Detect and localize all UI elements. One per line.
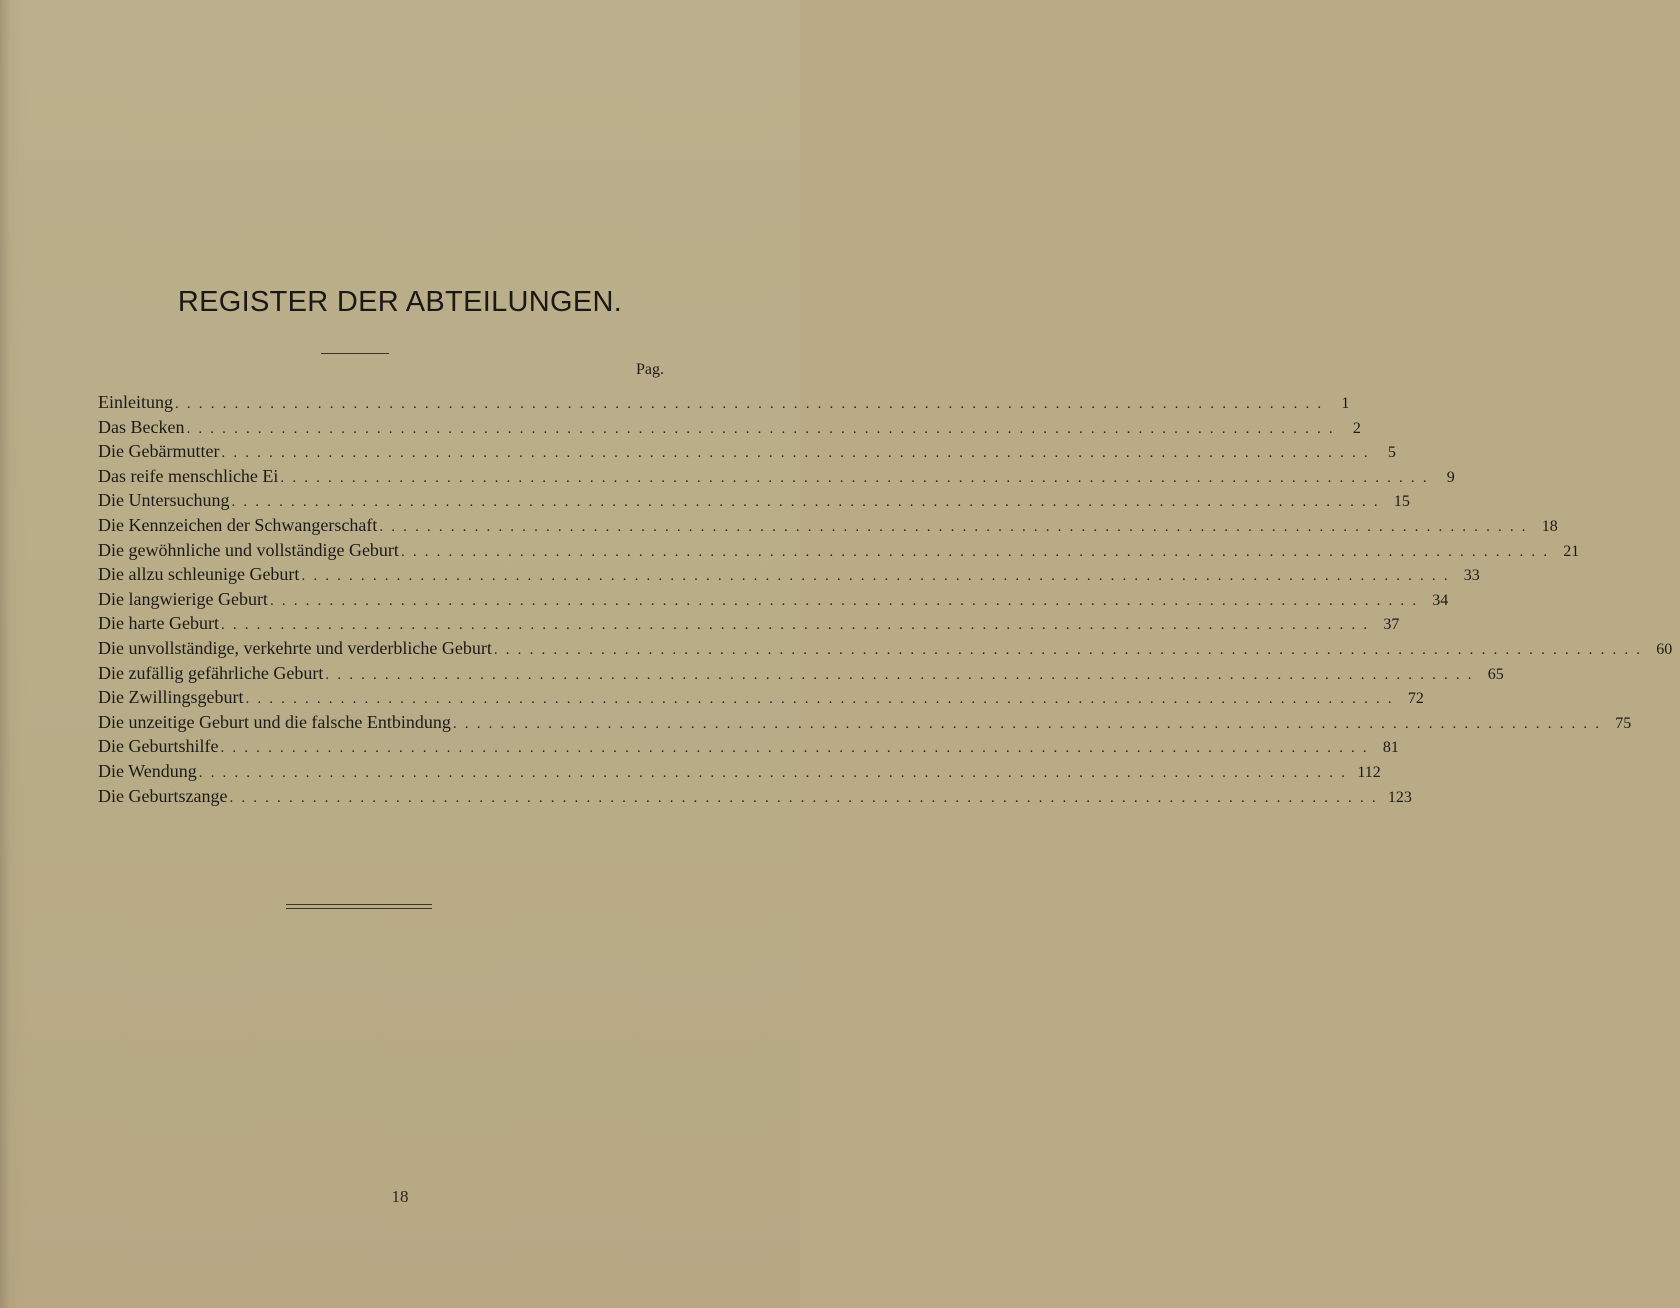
toc-entry-page: 5 xyxy=(1387,444,1396,462)
toc-entry-page: 123 xyxy=(1387,788,1412,806)
toc-entry-title: Die gewöhnliche und vollständige Geburt xyxy=(98,539,399,560)
toc-entry-title: Die Kennzeichen der Schwangerschaft xyxy=(98,514,378,535)
toc-entry-page: 72 xyxy=(1407,690,1424,708)
dot-leader: . . . . . . . . . . . . . . . . . . . . . . . . . . . . . . . . . . . . . . . . . . . . . . . . . . . . . . . . . . . . . . . . . . . . . . . . . . . . . . . . . . . . . . . . . . . . . . . . . xyxy=(493,641,1643,658)
toc-entry-title: Die zufällig gefährliche Geburt xyxy=(98,662,324,683)
dot-leader: . . . . . . . . . . . . . . . . . . . . . . . . . . . . . . . . . . . . . . . . . . . . . . . . . . . . . . . . . . . . . . . . . . . . . . . . . . . . . . . . . . . . . . . . . . . . . . . . . xyxy=(379,518,1528,535)
dot-leader: . . . . . . . . . . . . . . . . . . . . . . . . . . . . . . . . . . . . . . . . . . . . . . . . . . . . . . . . . . . . . . . . . . . . . . . . . . . . . . . . . . . . . . . . . . . . . . . . . xyxy=(220,740,1369,757)
toc-entry xyxy=(98,488,1410,513)
toc-entry-page: 33 xyxy=(1463,567,1480,585)
dot-leader: . . . . . . . . . . . . . . . . . . . . . . . . . . . . . . . . . . . . . . . . . . . . . . . . . . . . . . . . . . . . . . . . . . . . . . . . . . . . . . . . . . . . . . . . . . . . . . . . . xyxy=(452,715,1602,732)
toc-entry xyxy=(98,513,1558,538)
toc-entry-title: Die unzeitige Geburt und die falsche Entbindung xyxy=(98,711,451,732)
toc-entry-title: Die langwierige Geburt xyxy=(98,588,268,609)
page-column-label: Pag. xyxy=(636,361,664,378)
toc-entry-title: Die Wendung xyxy=(98,760,197,781)
toc-entry xyxy=(98,710,1632,735)
table-of-contents xyxy=(98,390,1673,808)
dot-leader: . . . . . . . . . . . . . . . . . . . . . . . . . . . . . . . . . . . . . . . . . . . . . . . . . . . . . . . . . . . . . . . . . . . . . . . . . . . . . . . . . . . . . . . . . . . . . . . . . xyxy=(229,789,1378,806)
toc-entry-page: 37 xyxy=(1383,616,1400,634)
toc-entry-title: Das Becken xyxy=(98,416,185,437)
toc-entry-page: 1 xyxy=(1341,395,1350,412)
toc-entry xyxy=(98,464,1455,489)
toc-entry xyxy=(98,538,1580,563)
dot-leader: . . . . . . . . . . . . . . . . . . . . . . . . . . . . . . . . . . . . . . . . . . . . . . . . . . . . . . . . . . . . . . . . . . . . . . . . . . . . . . . . . . . . . . . . . . . . . . . . . xyxy=(325,666,1474,683)
toc-entry xyxy=(98,390,1350,415)
dot-leader: . . . . . . . . . . . . . . . . . . . . . . . . . . . . . . . . . . . . . . . . . . . . . . . . . . . . . . . . . . . . . . . . . . . . . . . . . . . . . . . . . . . . . . . . . . . . . . . . . xyxy=(198,764,1348,781)
toc-entry xyxy=(98,759,1381,784)
title-divider xyxy=(321,353,389,354)
toc-entry xyxy=(98,439,1396,464)
toc-entry-page: 18 xyxy=(1541,517,1558,535)
page-number: 18 xyxy=(391,1187,409,1206)
toc-entry-page: 81 xyxy=(1382,739,1399,757)
toc-entry-title: Die Geburtszange xyxy=(98,785,228,806)
dot-leader: . . . . . . . . . . . . . . . . . . . . . . . . . . . . . . . . . . . . . . . . . . . . . . . . . . . . . . . . . . . . . . . . . . . . . . . . . . . . . . . . . . . . . . . . . . . . . . . . . xyxy=(269,592,1419,609)
dot-leader: . . . . . . . . . . . . . . . . . . . . . . . . . . . . . . . . . . . . . . . . . . . . . . . . . . . . . . . . . . . . . . . . . . . . . . . . . . . . . . . . . . . . . . . . . . . . . . . . . xyxy=(220,617,1370,634)
dot-leader: . . . . . . . . . . . . . . . . . . . . . . . . . . . . . . . . . . . . . . . . . . . . . . . . . . . . . . . . . . . . . . . . . . . . . . . . . . . . . . . . . . . . . . . . . . . . . . . . . xyxy=(221,445,1370,462)
toc-entry-page: 75 xyxy=(1615,714,1632,732)
toc-entry-title: Die allzu schleunige Geburt xyxy=(98,564,300,585)
end-divider xyxy=(286,904,432,909)
toc-entry-page: 34 xyxy=(1432,591,1449,609)
dot-leader: . . . . . . . . . . . . . . . . . . . . . . . . . . . . . . . . . . . . . . . . . . . . . . . . . . . . . . . . . . . . . . . . . . . . . . . . . . . . . . . . . . . . . . . . . . . . . . . . . xyxy=(186,420,1335,437)
toc-entry-title: Die Untersuchung xyxy=(98,490,230,511)
toc-entry-page: 21 xyxy=(1563,542,1580,560)
toc-entry xyxy=(98,661,1504,686)
dot-leader: . . . . . . . . . . . . . . . . . . . . . . . . . . . . . . . . . . . . . . . . . . . . . . . . . . . . . . . . . . . . . . . . . . . . . . . . . . . . . . . . . . . . . . . . . . . . . . . . . xyxy=(175,396,1324,412)
dot-leader: . . . . . . . . . . . . . . . . . . . . . . . . . . . . . . . . . . . . . . . . . . . . . . . . . . . . . . . . . . . . . . . . . . . . . . . . . . . . . . . . . . . . . . . . . . . . . . . . . xyxy=(301,568,1450,585)
toc-entry xyxy=(98,734,1399,759)
dot-leader: . . . . . . . . . . . . . . . . . . . . . . . . . . . . . . . . . . . . . . . . . . . . . . . . . . . . . . . . . . . . . . . . . . . . . . . . . . . . . . . . . . . . . . . . . . . . . . . . . xyxy=(245,691,1394,708)
toc-entry-title: Einleitung xyxy=(98,392,173,412)
toc-entry xyxy=(98,685,1424,710)
dot-leader: . . . . . . . . . . . . . . . . . . . . . . . . . . . . . . . . . . . . . . . . . . . . . . . . . . . . . . . . . . . . . . . . . . . . . . . . . . . . . . . . . . . . . . . . . . . . . . . . . xyxy=(400,543,1550,560)
page-title: REGISTER DER ABTEILUNGEN. xyxy=(177,286,623,318)
toc-entry xyxy=(98,415,1361,440)
toc-entry-page: 60 xyxy=(1656,640,1673,658)
toc-entry-title: Die unvollständige, verkehrte und verderbliche Geburt xyxy=(98,637,492,658)
toc-entry-title: Die Geburtshilfe xyxy=(98,736,219,757)
toc-entry xyxy=(98,587,1449,612)
toc-entry-page: 112 xyxy=(1357,763,1381,781)
dot-leader: . . . . . . . . . . . . . . . . . . . . . . . . . . . . . . . . . . . . . . . . . . . . . . . . . . . . . . . . . . . . . . . . . . . . . . . . . . . . . . . . . . . . . . . . . . . . . . . . . xyxy=(280,469,1429,486)
toc-entry xyxy=(98,784,1412,809)
toc-entry-title: Die harte Geburt xyxy=(98,613,219,634)
toc-entry xyxy=(98,636,1673,661)
toc-entry-page: 15 xyxy=(1393,493,1410,511)
toc-entry-title: Die Zwillingsgeburt xyxy=(98,687,244,708)
toc-entry-page: 9 xyxy=(1446,468,1455,486)
toc-entry-page: 2 xyxy=(1352,419,1361,437)
toc-entry xyxy=(98,611,1400,636)
toc-entry-page: 65 xyxy=(1487,665,1504,683)
toc-entry-title: Das reife menschliche Ei xyxy=(98,465,279,486)
toc-entry-title: Die Gebärmutter xyxy=(98,441,220,462)
toc-entry xyxy=(98,562,1480,587)
dot-leader: . . . . . . . . . . . . . . . . . . . . . . . . . . . . . . . . . . . . . . . . . . . . . . . . . . . . . . . . . . . . . . . . . . . . . . . . . . . . . . . . . . . . . . . . . . . . . . . . . xyxy=(231,494,1380,511)
